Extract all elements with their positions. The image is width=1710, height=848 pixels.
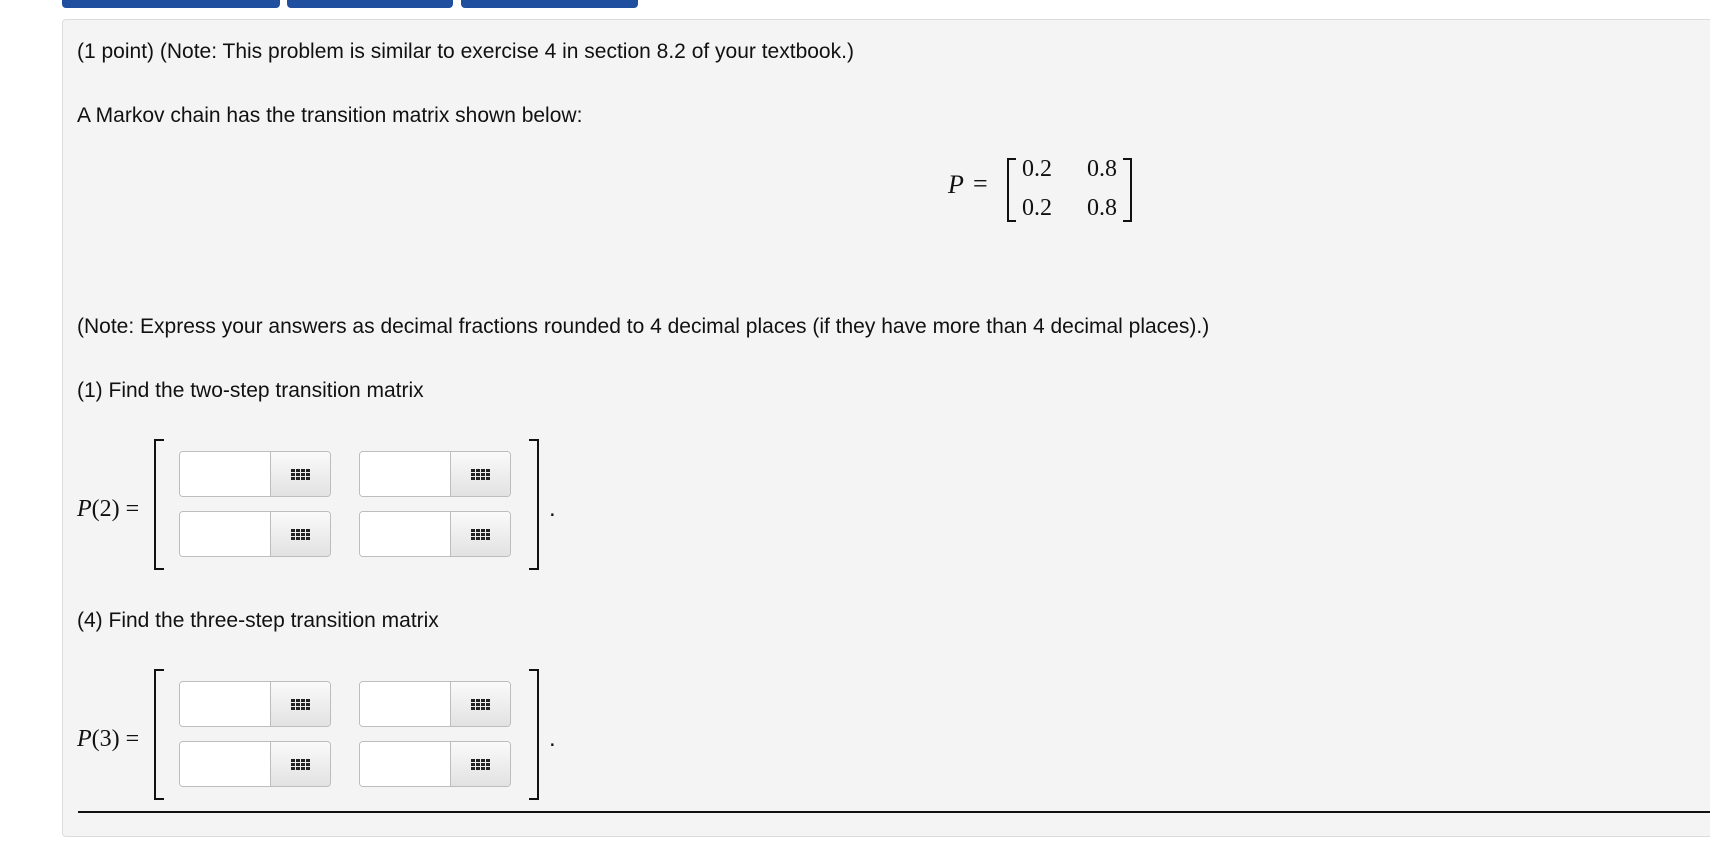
part1-label-equals: = xyxy=(125,496,140,522)
matrix-entry-button[interactable] xyxy=(450,452,510,496)
part2-left-bracket xyxy=(154,669,164,800)
given-matrix-label: P xyxy=(948,170,964,199)
answer-field-p2-r2c2[interactable] xyxy=(359,511,511,557)
matrix-cell: 0.8 xyxy=(1087,156,1117,182)
rounding-note: (Note: Express your answers as decimal fractions rounded to 4 decimal places (if they have more than 4 decimal places).) xyxy=(77,315,1210,338)
part2-period: . xyxy=(549,725,556,752)
matrix-entry-button[interactable] xyxy=(270,452,330,496)
answer-input[interactable] xyxy=(360,452,450,496)
matrix-entry-button[interactable] xyxy=(450,742,510,786)
grid-icon xyxy=(471,759,490,770)
part2-right-bracket xyxy=(529,669,539,800)
matrix-entry-button[interactable] xyxy=(270,682,330,726)
matrix-entry-button[interactable] xyxy=(270,512,330,556)
nav-tab-1[interactable] xyxy=(62,0,280,8)
grid-icon xyxy=(471,699,490,710)
answer-input[interactable] xyxy=(360,742,450,786)
matrix-cell: 0.8 xyxy=(1087,195,1117,221)
answer-input[interactable] xyxy=(180,512,270,556)
matrix-entry-button[interactable] xyxy=(450,512,510,556)
matrix-cell: 0.2 xyxy=(1022,195,1052,221)
part1-label-arg: (2) xyxy=(91,496,120,522)
answer-input[interactable] xyxy=(360,682,450,726)
matrix-cell: 0.2 xyxy=(1022,156,1052,182)
part2-prompt: (4) Find the three-step transition matrix xyxy=(77,609,439,632)
answer-field-p3-r2c2[interactable] xyxy=(359,741,511,787)
given-matrix-equals: = xyxy=(973,169,988,198)
answer-input[interactable] xyxy=(180,682,270,726)
part2-label-var: P xyxy=(77,726,92,752)
answer-field-p3-r2c1[interactable] xyxy=(179,741,331,787)
grid-icon xyxy=(291,759,310,770)
answer-field-p3-r1c1[interactable] xyxy=(179,681,331,727)
grid-icon xyxy=(291,699,310,710)
points-line: (1 point) (Note: This problem is similar to exercise 4 in section 8.2 of your textbook.) xyxy=(77,40,854,63)
grid-icon xyxy=(471,529,490,540)
answer-field-p3-r1c2[interactable] xyxy=(359,681,511,727)
part2-label xyxy=(77,726,139,753)
nav-tab-2[interactable] xyxy=(287,0,453,8)
intro-text: A Markov chain has the transition matrix shown below: xyxy=(77,104,583,127)
matrix-entry-button[interactable] xyxy=(270,742,330,786)
answer-field-p2-r1c1[interactable] xyxy=(179,451,331,497)
part2-label-arg: (3) xyxy=(91,726,120,752)
matrix-entry-button[interactable] xyxy=(450,682,510,726)
part1-right-bracket xyxy=(529,439,539,570)
part1-left-bracket xyxy=(154,439,164,570)
part1-label-var: P xyxy=(77,496,92,522)
answer-input[interactable] xyxy=(180,742,270,786)
part1-prompt: (1) Find the two-step transition matrix xyxy=(77,379,424,402)
answer-input[interactable] xyxy=(360,512,450,556)
answer-field-p2-r1c2[interactable] xyxy=(359,451,511,497)
nav-tab-3[interactable] xyxy=(461,0,638,8)
grid-icon xyxy=(471,469,490,480)
answer-field-p2-r2c1[interactable] xyxy=(179,511,331,557)
grid-icon xyxy=(291,469,310,480)
answer-input[interactable] xyxy=(180,452,270,496)
grid-icon xyxy=(291,529,310,540)
part1-label xyxy=(77,496,139,523)
divider xyxy=(78,811,1710,813)
part1-period: . xyxy=(549,495,556,522)
part2-label-equals: = xyxy=(125,726,140,752)
